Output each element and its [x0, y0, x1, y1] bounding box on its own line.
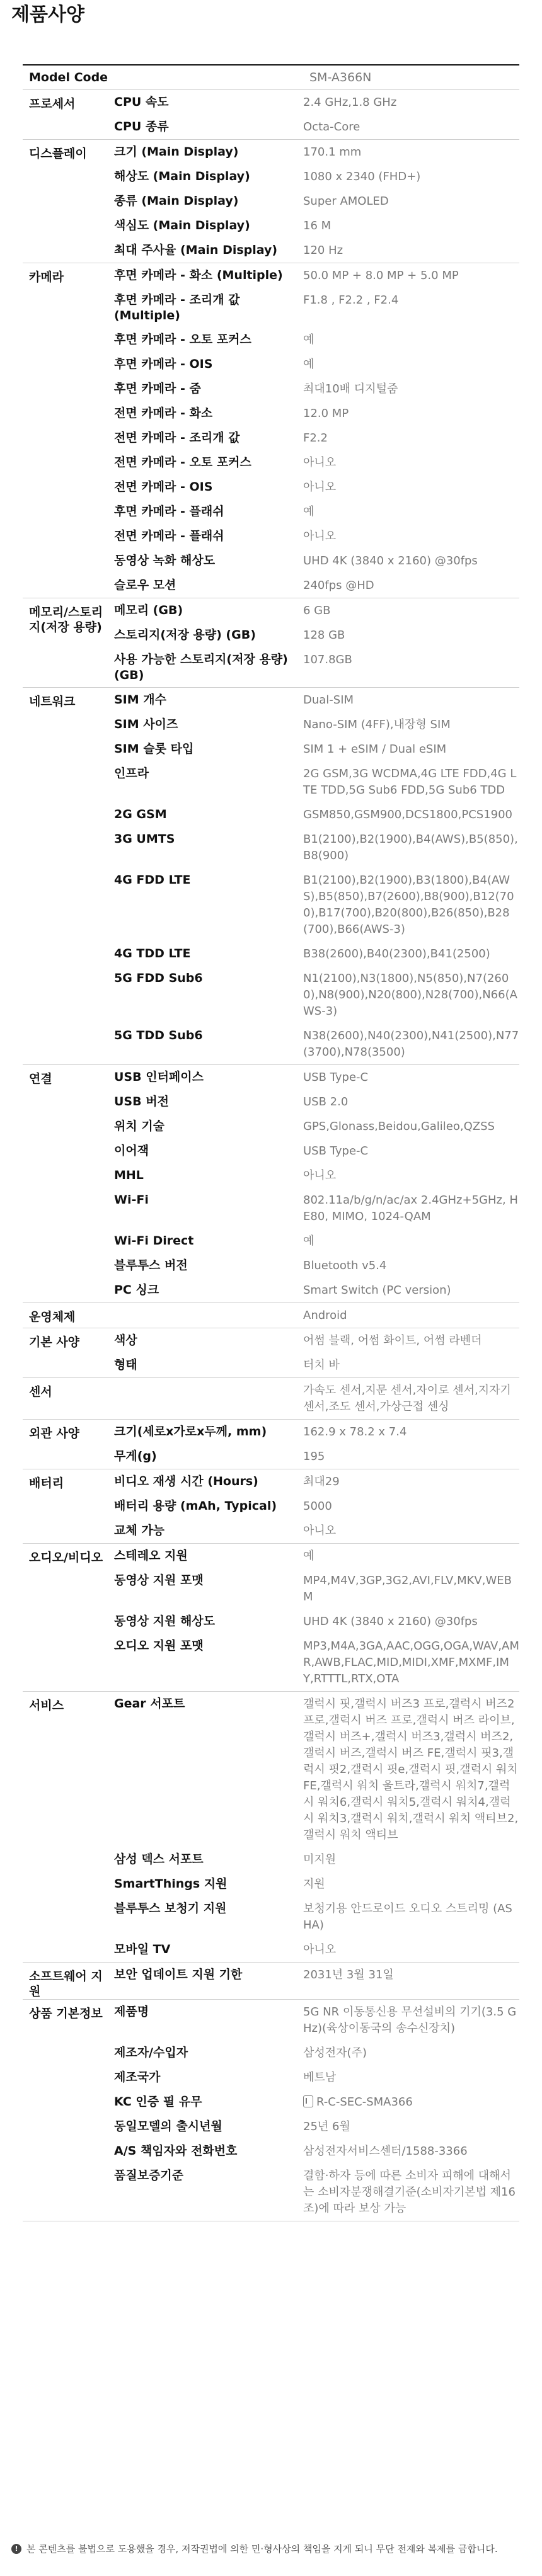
spec-row [114, 2139, 519, 2163]
spec-value: 240fps @HD [303, 579, 374, 592]
spec-value: GPS,Glonass,Beidou,Galileo,QZSS [303, 1120, 495, 1133]
spec-row [114, 1963, 519, 1987]
spec-row [114, 214, 519, 238]
spec-value: 아니오 [303, 530, 337, 543]
spec-value: 예 [303, 358, 314, 371]
spec-section [23, 90, 519, 140]
spec-row [114, 1544, 519, 1568]
spec-value: 결함·하자 등에 따른 소비자 피해에 대해서는 소비자분쟁해결기준(소비자기본법 제16조)에 따라 보상 가능 [303, 2169, 516, 2215]
spec-section [23, 1544, 519, 1692]
section-name: 프로세서 [29, 97, 76, 111]
spec-row [114, 1568, 519, 1609]
spec-value: 195 [303, 1450, 325, 1463]
section-rows [114, 1303, 519, 1328]
spec-row [114, 1609, 519, 1634]
spec-label [114, 1382, 303, 1415]
spec-label: 크기(세로x가로x두께, mm) [114, 1425, 267, 1439]
spec-label: 색심도 (Main Display) [114, 219, 250, 232]
section-rows [114, 90, 519, 139]
spec-label: 해상도 (Main Display) [114, 169, 250, 183]
spec-value: F2.2 [303, 431, 328, 445]
spec-row [114, 1634, 519, 1691]
spec-label: 이어잭 [114, 1144, 149, 1158]
spec-label: 메모리 (GB) [114, 603, 183, 617]
spec-value: UHD 4K (3840 x 2160) @30fps [303, 1615, 478, 1628]
spec-value: Bluetooth v5.4 [303, 1259, 387, 1272]
spec-row [114, 1278, 519, 1302]
section-rows [114, 1328, 519, 1377]
spec-value: F1.8 , F2.2 , F2.4 [303, 294, 399, 307]
spec-row [114, 263, 519, 288]
spec-label: 형태 [114, 1358, 137, 1372]
spec-value: 50.0 MP + 8.0 MP + 5.0 MP [303, 269, 459, 282]
spec-value: 삼성전자(주) [303, 2046, 367, 2060]
spec-row [114, 868, 519, 942]
section-rows [114, 263, 519, 598]
spec-row [114, 1090, 519, 1114]
spec-label: 후면 카메라 - 오토 포커스 [114, 333, 251, 346]
spec-label: 동일모델의 출시년월 [114, 2119, 222, 2133]
spec-label: 후면 카메라 - 줌 [114, 382, 201, 396]
spec-label: 2G GSM [114, 807, 167, 821]
section-name: 연결 [29, 1072, 52, 1086]
spec-label: 4G FDD LTE [114, 873, 191, 887]
kc-certification-mark-icon [303, 2095, 313, 2107]
section-rows [114, 1544, 519, 1691]
spec-label: 보안 업데이트 지원 기한 [114, 1968, 243, 1981]
spec-row [114, 1328, 519, 1353]
spec-value: MP4,M4V,3GP,3G2,AVI,FLV,MKV,WEBM [303, 1574, 512, 1604]
spec-section [23, 1963, 519, 2000]
section-name: 카메라 [29, 270, 64, 284]
spec-value: USB 2.0 [303, 1095, 349, 1108]
spec-row [114, 573, 519, 598]
spec-table [23, 64, 519, 2221]
spec-row [114, 827, 519, 868]
spec-label: 인프라 [114, 767, 149, 780]
spec-label: 블루투스 보청기 지원 [114, 1901, 227, 1915]
spec-value: 예 [303, 333, 314, 346]
spec-section [23, 688, 519, 1065]
spec-label: 크기 (Main Display) [114, 145, 239, 159]
spec-value: 보청기용 안드로이드 오디오 스트리밍 (ASHA) [303, 1902, 512, 1932]
spec-value: 아니오 [303, 1524, 337, 1537]
spec-row [114, 1420, 519, 1444]
spec-row [114, 942, 519, 966]
spec-value: 갤럭시 핏,갤럭시 버즈3 프로,갤럭시 버즈2 프로,갤럭시 버즈 프로,갤럭시 버즈 라이브,갤럭시 버즈+,갤럭시 버즈3,갤럭시 버즈2,갤럭시 버즈,갤럭시 버즈 FE,갤럭시 핏3,갤럭시 핏2,갤럭시 핏e,갤럭시 핏,갤럭시 워치 FE,갤럭시 워치 울트라,갤럭시 워치7,갤럭시 워치6,갤럭시 워치5,갤럭시 워치4,갤럭시 워치3,갤럭시 워치,갤럭시 워치 액티브2,갤럭시 워치 액티브 [303, 1697, 519, 1842]
spec-row [114, 2041, 519, 2065]
spec-row [114, 712, 519, 737]
spec-value: B1(2100),B2(1900),B3(1800),B4(AWS),B5(850),B7(2600),B8(900),B12(700),B17(700),B20(800),B26(850),B28(700),B66(AWS-3) [303, 874, 514, 936]
spec-row [114, 1378, 519, 1419]
spec-label: Wi-Fi Direct [114, 1234, 194, 1248]
section-rows [114, 140, 519, 263]
spec-row [114, 549, 519, 573]
spec-value: 107.8GB [303, 653, 352, 666]
spec-value: B1(2100),B2(1900),B4(AWS),B5(850),B8(900) [303, 833, 518, 862]
spec-label: USB 버전 [114, 1095, 169, 1108]
spec-row [114, 401, 519, 426]
spec-value: 아니오 [303, 1943, 337, 1956]
copyright-footnote [11, 2542, 534, 2555]
spec-row [114, 140, 519, 164]
spec-value: N1(2100),N3(1800),N5(850),N7(2600),N8(900),N20(800),N28(700),N66(AWS-3) [303, 972, 517, 1018]
spec-label: 스토리지(저장 용량) (GB) [114, 628, 256, 642]
spec-value: 예 [303, 1549, 314, 1563]
spec-value: 베트남 [303, 2071, 337, 2084]
spec-row [114, 1023, 519, 1064]
spec-label: 동영상 녹화 해상도 [114, 554, 216, 567]
spec-label: PC 싱크 [114, 1283, 159, 1297]
spec-row [114, 1872, 519, 1896]
spec-value: 최대29 [303, 1475, 340, 1488]
spec-row [114, 2163, 519, 2221]
spec-label: CPU 종류 [114, 120, 169, 134]
section-name: 외관 사양 [29, 1427, 80, 1440]
info-circle-icon: ! [11, 2544, 21, 2554]
spec-value: 12.0 MP [303, 407, 349, 420]
spec-value: USB Type-C [303, 1071, 369, 1084]
spec-value: 가속도 센서,지문 센서,자이로 센서,지자기 센서,조도 센서,가상근접 센싱 [303, 1384, 511, 1413]
spec-value: 예 [303, 1234, 314, 1248]
spec-row [114, 1494, 519, 1519]
spec-row [114, 623, 519, 647]
section-name: 디스플레이 [29, 147, 87, 161]
spec-row [114, 189, 519, 214]
spec-label: 사용 가능한 스토리지(저장 용량) (GB) [114, 653, 288, 682]
spec-label: 오디오 지원 포맷 [114, 1639, 204, 1653]
spec-label: 블루투스 버전 [114, 1258, 188, 1272]
section-name: 센서 [29, 1385, 52, 1399]
spec-label: SIM 개수 [114, 693, 166, 707]
spec-label: 슬로우 모션 [114, 578, 176, 592]
footnote-text: 본 콘텐츠를 불법으로 도용했을 경우, 저작권법에 의한 민·형사상의 책임을 지게 되니 무단 전재와 복제를 금합니다. [26, 2543, 498, 2555]
spec-row [114, 328, 519, 352]
spec-label [114, 1308, 303, 1324]
spec-label: 최대 주사율 (Main Display) [114, 243, 278, 257]
section-rows [114, 1469, 519, 1543]
spec-value: Dual-SIM [303, 693, 354, 707]
spec-section [23, 1420, 519, 1469]
spec-value: 5000 [303, 1500, 332, 1513]
spec-value: 2G GSM,3G WCDMA,4G LTE FDD,4G LTE TDD,5G Sub6 FDD,5G Sub6 TDD [303, 767, 517, 797]
section-rows [114, 2000, 519, 2221]
spec-row [114, 2114, 519, 2139]
spec-row [114, 688, 519, 712]
spec-value: UHD 4K (3840 x 2160) @30fps [303, 554, 478, 567]
spec-value: 2.4 GHz,1.8 GHz [303, 96, 397, 109]
spec-value: 170.1 mm [303, 145, 362, 159]
spec-value: Nano-SIM (4FF),내장형 SIM [303, 718, 451, 731]
spec-label: 전면 카메라 - OIS [114, 480, 213, 494]
spec-value: 1080 x 2340 (FHD+) [303, 170, 421, 183]
spec-label: 무게(g) [114, 1449, 157, 1463]
spec-row [114, 2000, 519, 2041]
spec-section [23, 598, 519, 688]
spec-value: 삼성전자서비스센터/1588-3366 [303, 2145, 468, 2158]
spec-row [114, 238, 519, 263]
spec-value: 지원 [303, 1878, 325, 1891]
section-name: 배터리 [29, 1476, 64, 1490]
spec-value: 어썸 블랙, 어썸 화이트, 어썸 라벤더 [303, 1334, 482, 1347]
spec-row [114, 164, 519, 189]
spec-row [114, 2090, 519, 2114]
section-name: 상품 기본정보 [29, 2007, 103, 2020]
spec-row [114, 761, 519, 802]
spec-row [114, 352, 519, 377]
spec-value: 아니오 [303, 1169, 337, 1182]
section-name: 기본 사양 [29, 1335, 80, 1349]
spec-label: MHL [114, 1168, 144, 1182]
spec-label: 품질보증기준 [114, 2169, 184, 2182]
spec-row [114, 377, 519, 401]
spec-label: 동영상 지원 포맷 [114, 1573, 204, 1587]
model-code-row [23, 66, 519, 90]
spec-value: B38(2600),B40(2300),B41(2500) [303, 947, 490, 960]
spec-section [23, 1469, 519, 1544]
section-rows [114, 1692, 519, 1962]
spec-label: 4G TDD LTE [114, 947, 191, 960]
section-rows [114, 1420, 519, 1469]
page-title: 제품사양 [11, 4, 84, 26]
spec-sections [23, 90, 519, 2221]
spec-row [114, 1114, 519, 1139]
spec-row [114, 1253, 519, 1278]
spec-value: Super AMOLED [303, 195, 389, 208]
section-name: 오디오/비디오 [29, 1551, 103, 1564]
spec-label: 후면 카메라 - OIS [114, 357, 213, 371]
spec-value: 5G NR 이동통신용 무선설비의 기기(3.5 GHz)(육상이동국의 송수신장치) [303, 2005, 517, 2035]
spec-label: 종류 (Main Display) [114, 194, 239, 208]
spec-row [114, 1163, 519, 1188]
spec-label: Gear 서포트 [114, 1697, 185, 1711]
spec-value: Android [303, 1309, 347, 1322]
spec-value: 예 [303, 505, 314, 518]
spec-row [114, 802, 519, 827]
spec-label: 5G FDD Sub6 [114, 971, 203, 985]
spec-label: 색상 [114, 1333, 137, 1347]
spec-label: 제조자/수입자 [114, 2046, 188, 2060]
spec-label: 제조국가 [114, 2070, 161, 2084]
spec-value: Smart Switch (PC version) [303, 1284, 451, 1297]
spec-section [23, 1378, 519, 1420]
spec-label: CPU 속도 [114, 95, 169, 109]
spec-label: 동영상 지원 해상도 [114, 1614, 216, 1628]
spec-row [114, 115, 519, 139]
section-rows [114, 598, 519, 687]
spec-label: KC 인증 필 유무 [114, 2095, 202, 2109]
spec-label: 3G UMTS [114, 832, 175, 846]
spec-value: GSM850,GSM900,DCS1800,PCS1900 [303, 808, 513, 821]
spec-row [114, 288, 519, 328]
spec-value: 최대10배 디지털줌 [303, 382, 398, 396]
kc-code: R-C-SEC-SMA366 [316, 2095, 413, 2109]
spec-value: 2031년 3월 31일 [303, 1968, 394, 1981]
spec-row [114, 475, 519, 499]
spec-value: 162.9 x 78.2 x 7.4 [303, 1425, 407, 1439]
spec-label: 전면 카메라 - 플래쉬 [114, 529, 224, 543]
spec-label: 후면 카메라 - 조리개 값 (Multiple) [114, 293, 240, 322]
spec-label: SIM 사이즈 [114, 717, 178, 731]
spec-label: Wi-Fi [114, 1193, 149, 1207]
spec-value: 아니오 [303, 481, 337, 494]
spec-value: 6 GB [303, 604, 331, 617]
spec-label: 모바일 TV [114, 1942, 171, 1956]
section-name: 소프트웨어 지원 [29, 1969, 103, 1998]
spec-row [114, 647, 519, 687]
spec-row [114, 1065, 519, 1090]
spec-value: 미지원 [303, 1853, 337, 1866]
spec-row [114, 598, 519, 623]
section-rows [114, 1963, 519, 1999]
section-rows [114, 1378, 519, 1419]
model-code-label: Model Code [29, 71, 108, 84]
spec-label: 스테레오 지원 [114, 1549, 188, 1563]
spec-row [114, 450, 519, 475]
spec-row [114, 1937, 519, 1962]
spec-section [23, 1692, 519, 1963]
spec-value: MP3,M4A,3GA,AAC,OGG,OGA,WAV,AMR,AWB,FLAC,MID,MIDI,XMF,MXMF,IMY,RTTTL,RTX,OTA [303, 1639, 519, 1685]
spec-label: USB 인터페이스 [114, 1070, 204, 1084]
spec-label: 전면 카메라 - 화소 [114, 406, 213, 420]
spec-value: 아니오 [303, 456, 337, 469]
spec-row [114, 1188, 519, 1229]
spec-label: 비디오 재생 시간 (Hours) [114, 1474, 258, 1488]
spec-value: 25년 6월 [303, 2120, 350, 2133]
spec-section [23, 140, 519, 263]
spec-row [114, 426, 519, 450]
section-name: 서비스 [29, 1699, 64, 1713]
spec-row [114, 90, 519, 115]
spec-value: 16 M [303, 219, 332, 232]
spec-label: SmartThings 지원 [114, 1877, 228, 1891]
spec-label: 삼성 덱스 서포트 [114, 1852, 204, 1866]
spec-section [23, 1065, 519, 1303]
spec-label: 후면 카메라 - 플래쉬 [114, 504, 224, 518]
spec-section [23, 1303, 519, 1328]
spec-row [114, 737, 519, 761]
spec-section [23, 1328, 519, 1378]
spec-label: A/S 책임자와 전화번호 [114, 2144, 238, 2158]
spec-row [114, 1444, 519, 1469]
spec-value: 터치 바 [303, 1359, 340, 1372]
spec-row [114, 1229, 519, 1253]
spec-value: 120 Hz [303, 244, 343, 257]
spec-value: 802.11a/b/g/n/ac/ax 2.4GHz+5GHz, HE80, MIMO, 1024-QAM [303, 1194, 518, 1223]
spec-label: 후면 카메라 - 화소 (Multiple) [114, 268, 283, 282]
spec-label: SIM 슬롯 타입 [114, 742, 194, 756]
spec-label: 전면 카메라 - 조리개 값 [114, 431, 240, 445]
section-rows [114, 688, 519, 1064]
spec-value: SIM 1 + eSIM / Dual eSIM [303, 743, 447, 756]
spec-value: USB Type-C [303, 1144, 369, 1158]
spec-value: Octa-Core [303, 120, 360, 134]
spec-row [114, 499, 519, 524]
spec-row [114, 1353, 519, 1377]
spec-row [114, 966, 519, 1023]
section-name: 운영체제 [29, 1310, 76, 1324]
model-code-value: SM-A366N [309, 71, 372, 84]
spec-label: 제품명 [114, 2005, 149, 2019]
section-rows [114, 1065, 519, 1302]
spec-label: 교체 가능 [114, 1524, 165, 1537]
spec-value [303, 2094, 519, 2111]
spec-label: 5G TDD Sub6 [114, 1029, 203, 1042]
spec-value: N38(2600),N40(2300),N41(2500),N77(3700),N78(3500) [303, 1029, 519, 1059]
spec-row [114, 1692, 519, 1847]
spec-row [114, 1303, 519, 1328]
section-name: 메모리/스토리지(저장 용량) [29, 605, 103, 634]
spec-row [114, 1519, 519, 1543]
spec-label: 위치 기술 [114, 1119, 165, 1133]
spec-row [114, 524, 519, 549]
spec-section [23, 2000, 519, 2221]
spec-row [114, 2065, 519, 2090]
spec-value: 128 GB [303, 629, 345, 642]
spec-row [114, 1469, 519, 1494]
spec-row [114, 1139, 519, 1163]
spec-label: 배터리 용량 (mAh, Typical) [114, 1499, 277, 1513]
spec-section [23, 263, 519, 598]
spec-row [114, 1847, 519, 1872]
section-name: 네트워크 [29, 695, 76, 709]
spec-row [114, 1896, 519, 1937]
spec-label: 전면 카메라 - 오토 포커스 [114, 455, 251, 469]
